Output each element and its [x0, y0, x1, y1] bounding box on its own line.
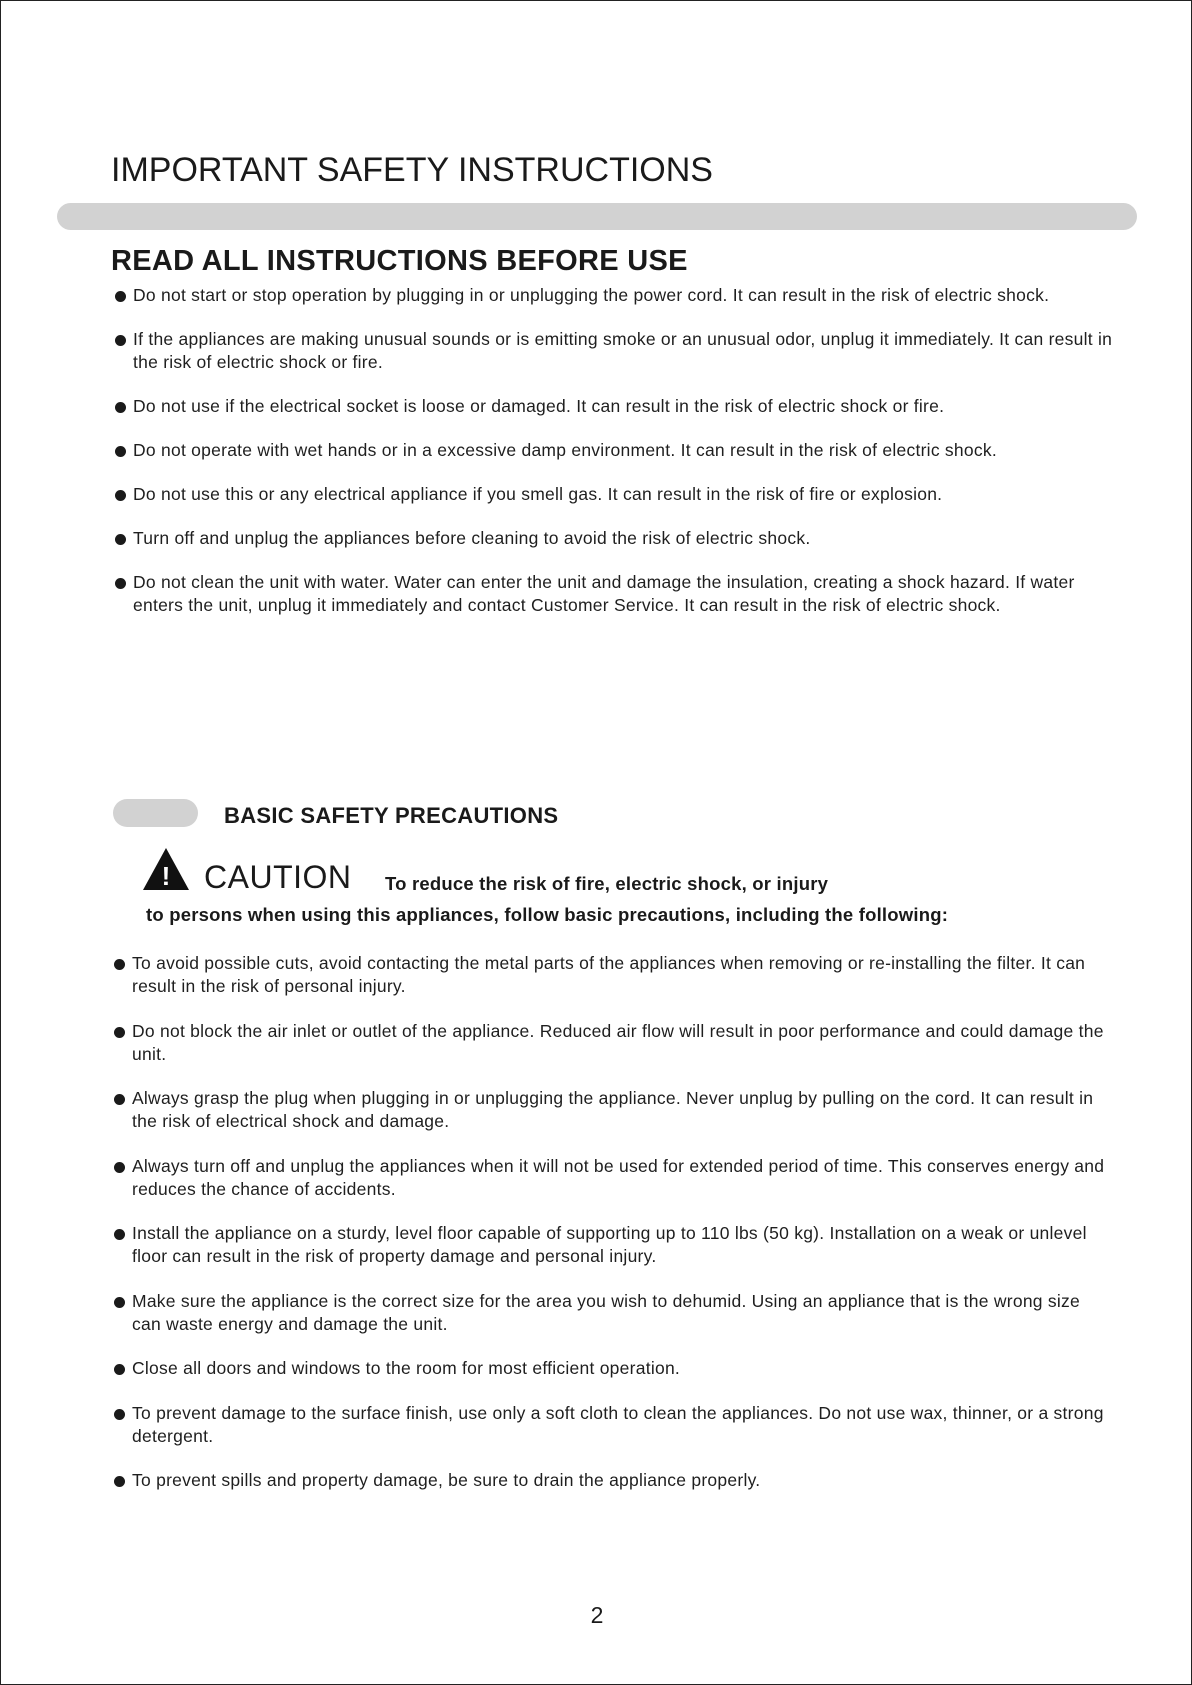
section-marker-pill: [113, 799, 198, 827]
list-item: [114, 1402, 1114, 1448]
warning-triangle-icon: [142, 847, 190, 891]
instruction-text: Do not operate with wet hands or in a excessive damp environment. It can result in the risk of electric shock.: [133, 440, 998, 460]
list-item: [115, 439, 1115, 462]
instruction-text: Do not clean the unit with water. Water can enter the unit and damage the insulation, creating a shock hazard. If water enters the unit, unplug it immediately and contact Customer Service. It can result in the risk of electric shock.: [133, 572, 1075, 615]
bullet-dot-icon: [115, 534, 126, 545]
warning-exclamation-glyph: !: [161, 861, 171, 891]
bullet-dot-icon: [115, 402, 126, 413]
bullet-dot-icon: [115, 446, 126, 457]
instruction-text: Do not use if the electrical socket is loose or damaged. It can result in the risk of electric shock or fire.: [133, 396, 945, 416]
list-item: [115, 483, 1115, 506]
precaution-text: Always turn off and unplug the appliances when it will not be used for extended period of time. This conserves energy and reduces the chance of accidents.: [132, 1155, 1105, 1199]
bullet-dot-icon: [114, 1162, 125, 1173]
caution-text-line-2: to persons when using this appliances, follow basic precautions, including the following:: [146, 904, 949, 925]
precaution-text: To prevent damage to the surface finish, use only a soft cloth to clean the appliances. Do not use wax, thinner, or a strong detergent.: [132, 1402, 1104, 1446]
bullet-dot-icon: [114, 1297, 125, 1308]
instruction-text: Do not use this or any electrical appliance if you smell gas. It can result in the risk of fire or explosion.: [133, 484, 943, 504]
instruction-text: If the appliances are making unusual sounds or is emitting smoke or an unusual odor, unplug it immediately. It can result in the risk of electric shock or fire.: [133, 329, 1113, 372]
list-item: [115, 395, 1115, 418]
page-number: 2: [590, 1602, 604, 1628]
list-item: [114, 1020, 1114, 1066]
precaution-text: Install the appliance on a sturdy, level floor capable of supporting up to 110 lbs (50 kg). Installation on a weak or unlevel floor can result in the risk of property damage and personal injury.: [132, 1223, 1087, 1266]
list-item: [114, 1469, 1114, 1492]
bullet-dot-icon: [114, 1229, 125, 1240]
precaution-text: Do not block the air inlet or outlet of the appliance. Reduced air flow will result in poor performance and could damage the unit.: [132, 1020, 1104, 1064]
instructions-list: [115, 284, 1115, 638]
caution-text-line-1: To reduce the risk of fire, electric shock, or injury: [385, 873, 829, 894]
list-item: [115, 571, 1115, 617]
caution-word: CAUTION: [204, 859, 352, 895]
list-item: [115, 328, 1115, 374]
precaution-text: To prevent spills and property damage, be sure to drain the appliance properly.: [132, 1470, 761, 1490]
list-item: [114, 1290, 1114, 1336]
bullet-dot-icon: [114, 1409, 125, 1420]
read-instructions-heading: READ ALL INSTRUCTIONS BEFORE USE: [111, 245, 688, 277]
bullet-dot-icon: [114, 1476, 125, 1487]
page-title: IMPORTANT SAFETY INSTRUCTIONS: [111, 151, 713, 189]
list-item: [114, 1155, 1114, 1201]
precautions-list: [114, 952, 1114, 1514]
list-item: [114, 952, 1114, 998]
list-item: [114, 1087, 1114, 1133]
bullet-dot-icon: [114, 1094, 125, 1105]
instruction-text: Do not start or stop operation by plugging in or unplugging the power cord. It can result in the risk of electric shock.: [133, 285, 1050, 305]
precaution-text: To avoid possible cuts, avoid contacting the metal parts of the appliances when removing or re-installing the filter. It can result in the risk of personal injury.: [132, 953, 1086, 996]
bullet-dot-icon: [114, 1364, 125, 1375]
basic-safety-heading: BASIC SAFETY PRECAUTIONS: [224, 803, 559, 828]
bullet-dot-icon: [114, 959, 125, 970]
precaution-text: Always grasp the plug when plugging in or unplugging the appliance. Never unplug by pulling on the cord. It can result in the risk of electrical shock and damage.: [132, 1088, 1094, 1131]
title-divider-bar: [57, 203, 1137, 230]
bullet-dot-icon: [115, 335, 126, 346]
precaution-text: Make sure the appliance is the correct size for the area you wish to dehumid. Using an appliance that is the wrong size can waste energy and damage the unit.: [132, 1290, 1081, 1334]
bullet-dot-icon: [115, 291, 126, 302]
bullet-dot-icon: [115, 578, 126, 589]
bullet-dot-icon: [115, 490, 126, 501]
list-item: [115, 527, 1115, 550]
list-item: [114, 1357, 1114, 1380]
instruction-text: Turn off and unplug the appliances before cleaning to avoid the risk of electric shock.: [133, 528, 811, 548]
precaution-text: Close all doors and windows to the room for most efficient operation.: [132, 1358, 681, 1378]
list-item: [115, 284, 1115, 307]
list-item: [114, 1222, 1114, 1268]
bullet-dot-icon: [114, 1027, 125, 1038]
